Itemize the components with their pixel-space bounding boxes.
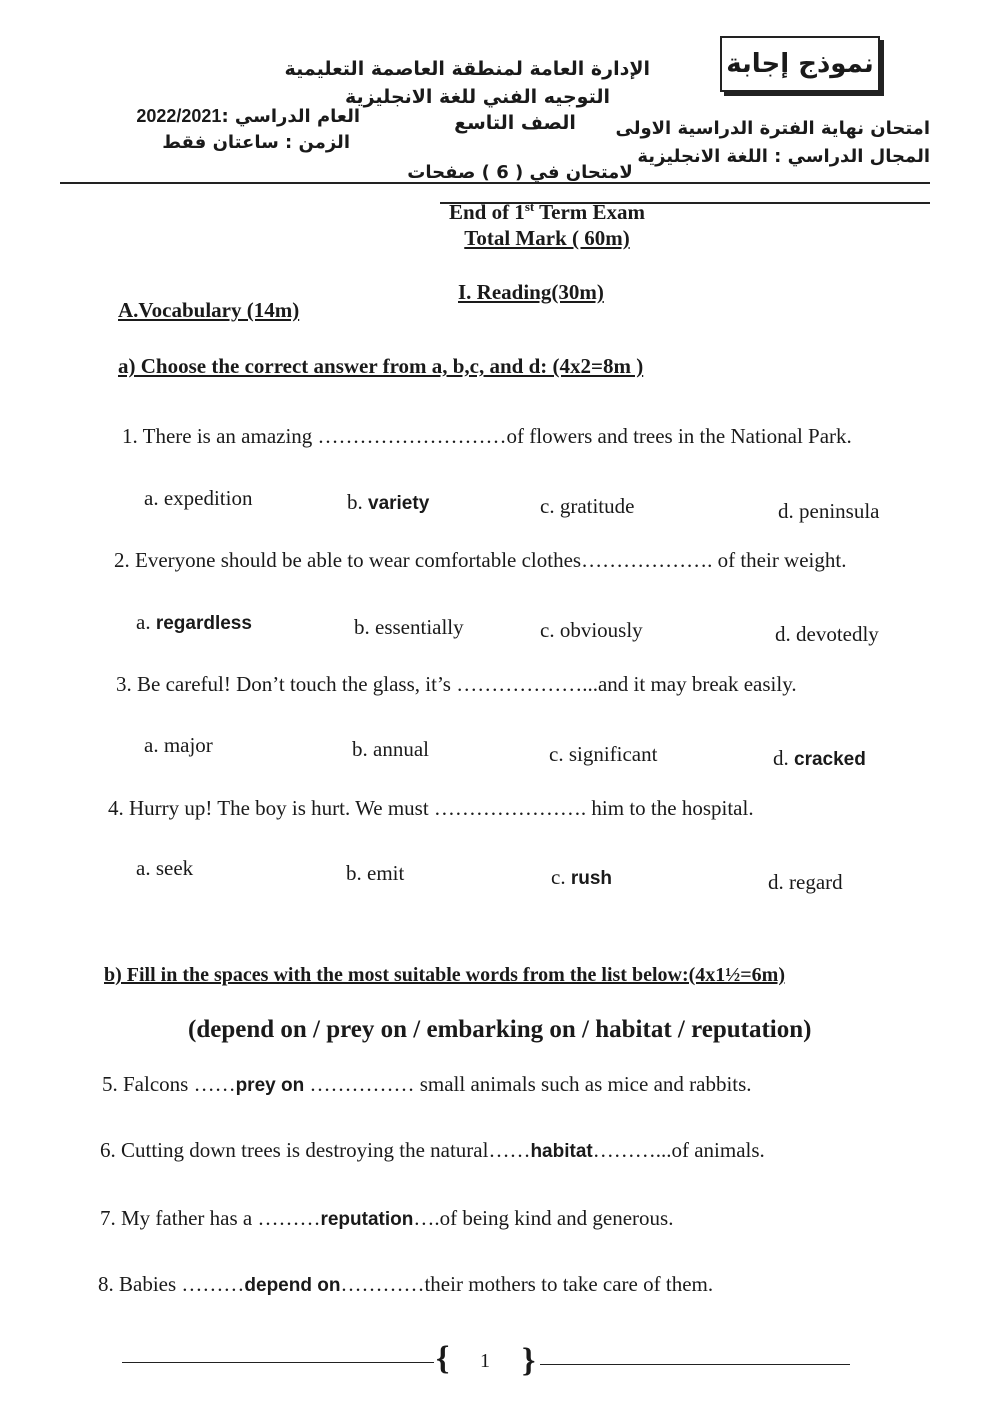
question-2: 2. Everyone should be able to wear comfortable clothes………………. of their weight.: [114, 548, 847, 572]
sentence-7: [100, 1206, 673, 1231]
footer-left-bracket: {: [436, 1340, 450, 1377]
q4-option-c: [551, 865, 612, 890]
q2-answer: regardless: [155, 613, 252, 634]
s6-pre: 6. Cutting down trees is destroying the natural……: [100, 1138, 531, 1162]
sentence-8: [98, 1272, 713, 1297]
exam-title-pre: End of 1: [448, 200, 525, 224]
year-label: العام الدراسي :: [221, 106, 360, 127]
q2-option-c: c. obviously: [540, 618, 643, 642]
q3-option-d-letter: d.: [773, 746, 794, 770]
exam-title-sup: st: [524, 199, 535, 214]
word-list: (depend on / prey on / embarking on / habitat / reputation): [188, 1016, 812, 1043]
s7-pre: 7. My father has a ………: [100, 1206, 321, 1230]
footer-rule-right: [540, 1364, 850, 1365]
q1-option-c: c. gratitude: [540, 494, 635, 518]
q4-option-a: a. seek: [136, 856, 194, 880]
q4-option-b: b. emit: [346, 861, 405, 885]
s5-post: …………… small animals such as mice and rabbits.: [304, 1072, 752, 1096]
exam-title-post: Term Exam: [534, 200, 646, 224]
s8-pre: 8. Babies ………: [98, 1272, 245, 1296]
pages-line: لامتحان في ( 6 ) صفحات: [407, 162, 633, 183]
question-3: 3. Be careful! Don’t touch the glass, it’s ………………...and it may break easily.: [116, 672, 797, 696]
grade-line: الصف التاسع: [454, 112, 576, 134]
part-a-instruction: a) Choose the correct answer from a, b,c, and d: (4x2=8m ): [118, 354, 644, 378]
vocabulary-title: A.Vocabulary (14m): [118, 298, 300, 322]
sentence-5: [102, 1072, 752, 1097]
q4-option-c-letter: c.: [551, 865, 571, 889]
s8-answer: depend on: [244, 1275, 341, 1296]
s5-pre: 5. Falcons ……: [102, 1072, 236, 1096]
footer-right-bracket: }: [522, 1342, 536, 1379]
q4-option-d: d. regard: [768, 870, 843, 894]
subject-line: المجال الدراسي : اللغة الانجليزية: [637, 146, 930, 167]
q2-option-a: [136, 610, 252, 635]
q3-option-d: [773, 746, 866, 771]
answer-key-label: نموذج إجابة: [726, 49, 874, 79]
exam-title: [432, 199, 662, 225]
exam-name-line: امتحان نهاية الفترة الدراسية الاولى: [615, 118, 930, 139]
sentence-6: [100, 1138, 765, 1163]
page-number: 1: [480, 1350, 490, 1372]
q2-option-a-letter: a.: [136, 610, 156, 634]
supervision-line: التوجيه الفني للغة الانجليزية: [344, 86, 610, 108]
q1-answer: variety: [368, 493, 430, 514]
q3-answer: cracked: [794, 749, 866, 770]
s7-answer: reputation: [320, 1209, 414, 1230]
year-line: [120, 106, 360, 127]
admin-line: الإدارة العامة لمنطقة العاصمة التعليمية: [284, 58, 650, 80]
s6-post: ………...of animals.: [592, 1138, 765, 1162]
year-value: 2022/2021: [136, 106, 222, 126]
q3-option-a: a. major: [144, 733, 213, 757]
q1-option-d: d. peninsula: [778, 499, 880, 523]
q2-option-b: b. essentially: [354, 615, 464, 639]
q1-option-b-letter: b.: [347, 490, 368, 514]
question-1: 1. There is an amazing ………………………of flowers and trees in the National Park.: [122, 424, 852, 448]
reading-title: I. Reading(30m): [458, 280, 604, 304]
answer-key-box: [720, 36, 880, 92]
q3-option-b: b. annual: [352, 737, 429, 761]
s7-post: ….of being kind and generous.: [413, 1206, 674, 1230]
part-b-instruction: b) Fill in the spaces with the most suitable words from the list below:(4x1½=6m): [104, 964, 785, 986]
time-line: الزمن : ساعتان فقط: [162, 132, 350, 153]
q1-option-a: a. expedition: [144, 486, 253, 510]
s8-post: …………their mothers to take care of them.: [340, 1272, 714, 1296]
s6-answer: habitat: [530, 1141, 593, 1162]
header-rule-top: [60, 182, 930, 184]
q3-option-c: c. significant: [549, 742, 658, 766]
question-4: 4. Hurry up! The boy is hurt. We must …………………. him to the hospital.: [108, 796, 754, 820]
total-mark: Total Mark ( 60m): [464, 226, 630, 250]
footer-rule-left: [122, 1362, 434, 1363]
q2-option-d: d. devotedly: [775, 622, 879, 646]
q1-option-b: [347, 490, 429, 515]
s5-answer: prey on: [235, 1075, 305, 1096]
q4-answer: rush: [570, 868, 613, 889]
